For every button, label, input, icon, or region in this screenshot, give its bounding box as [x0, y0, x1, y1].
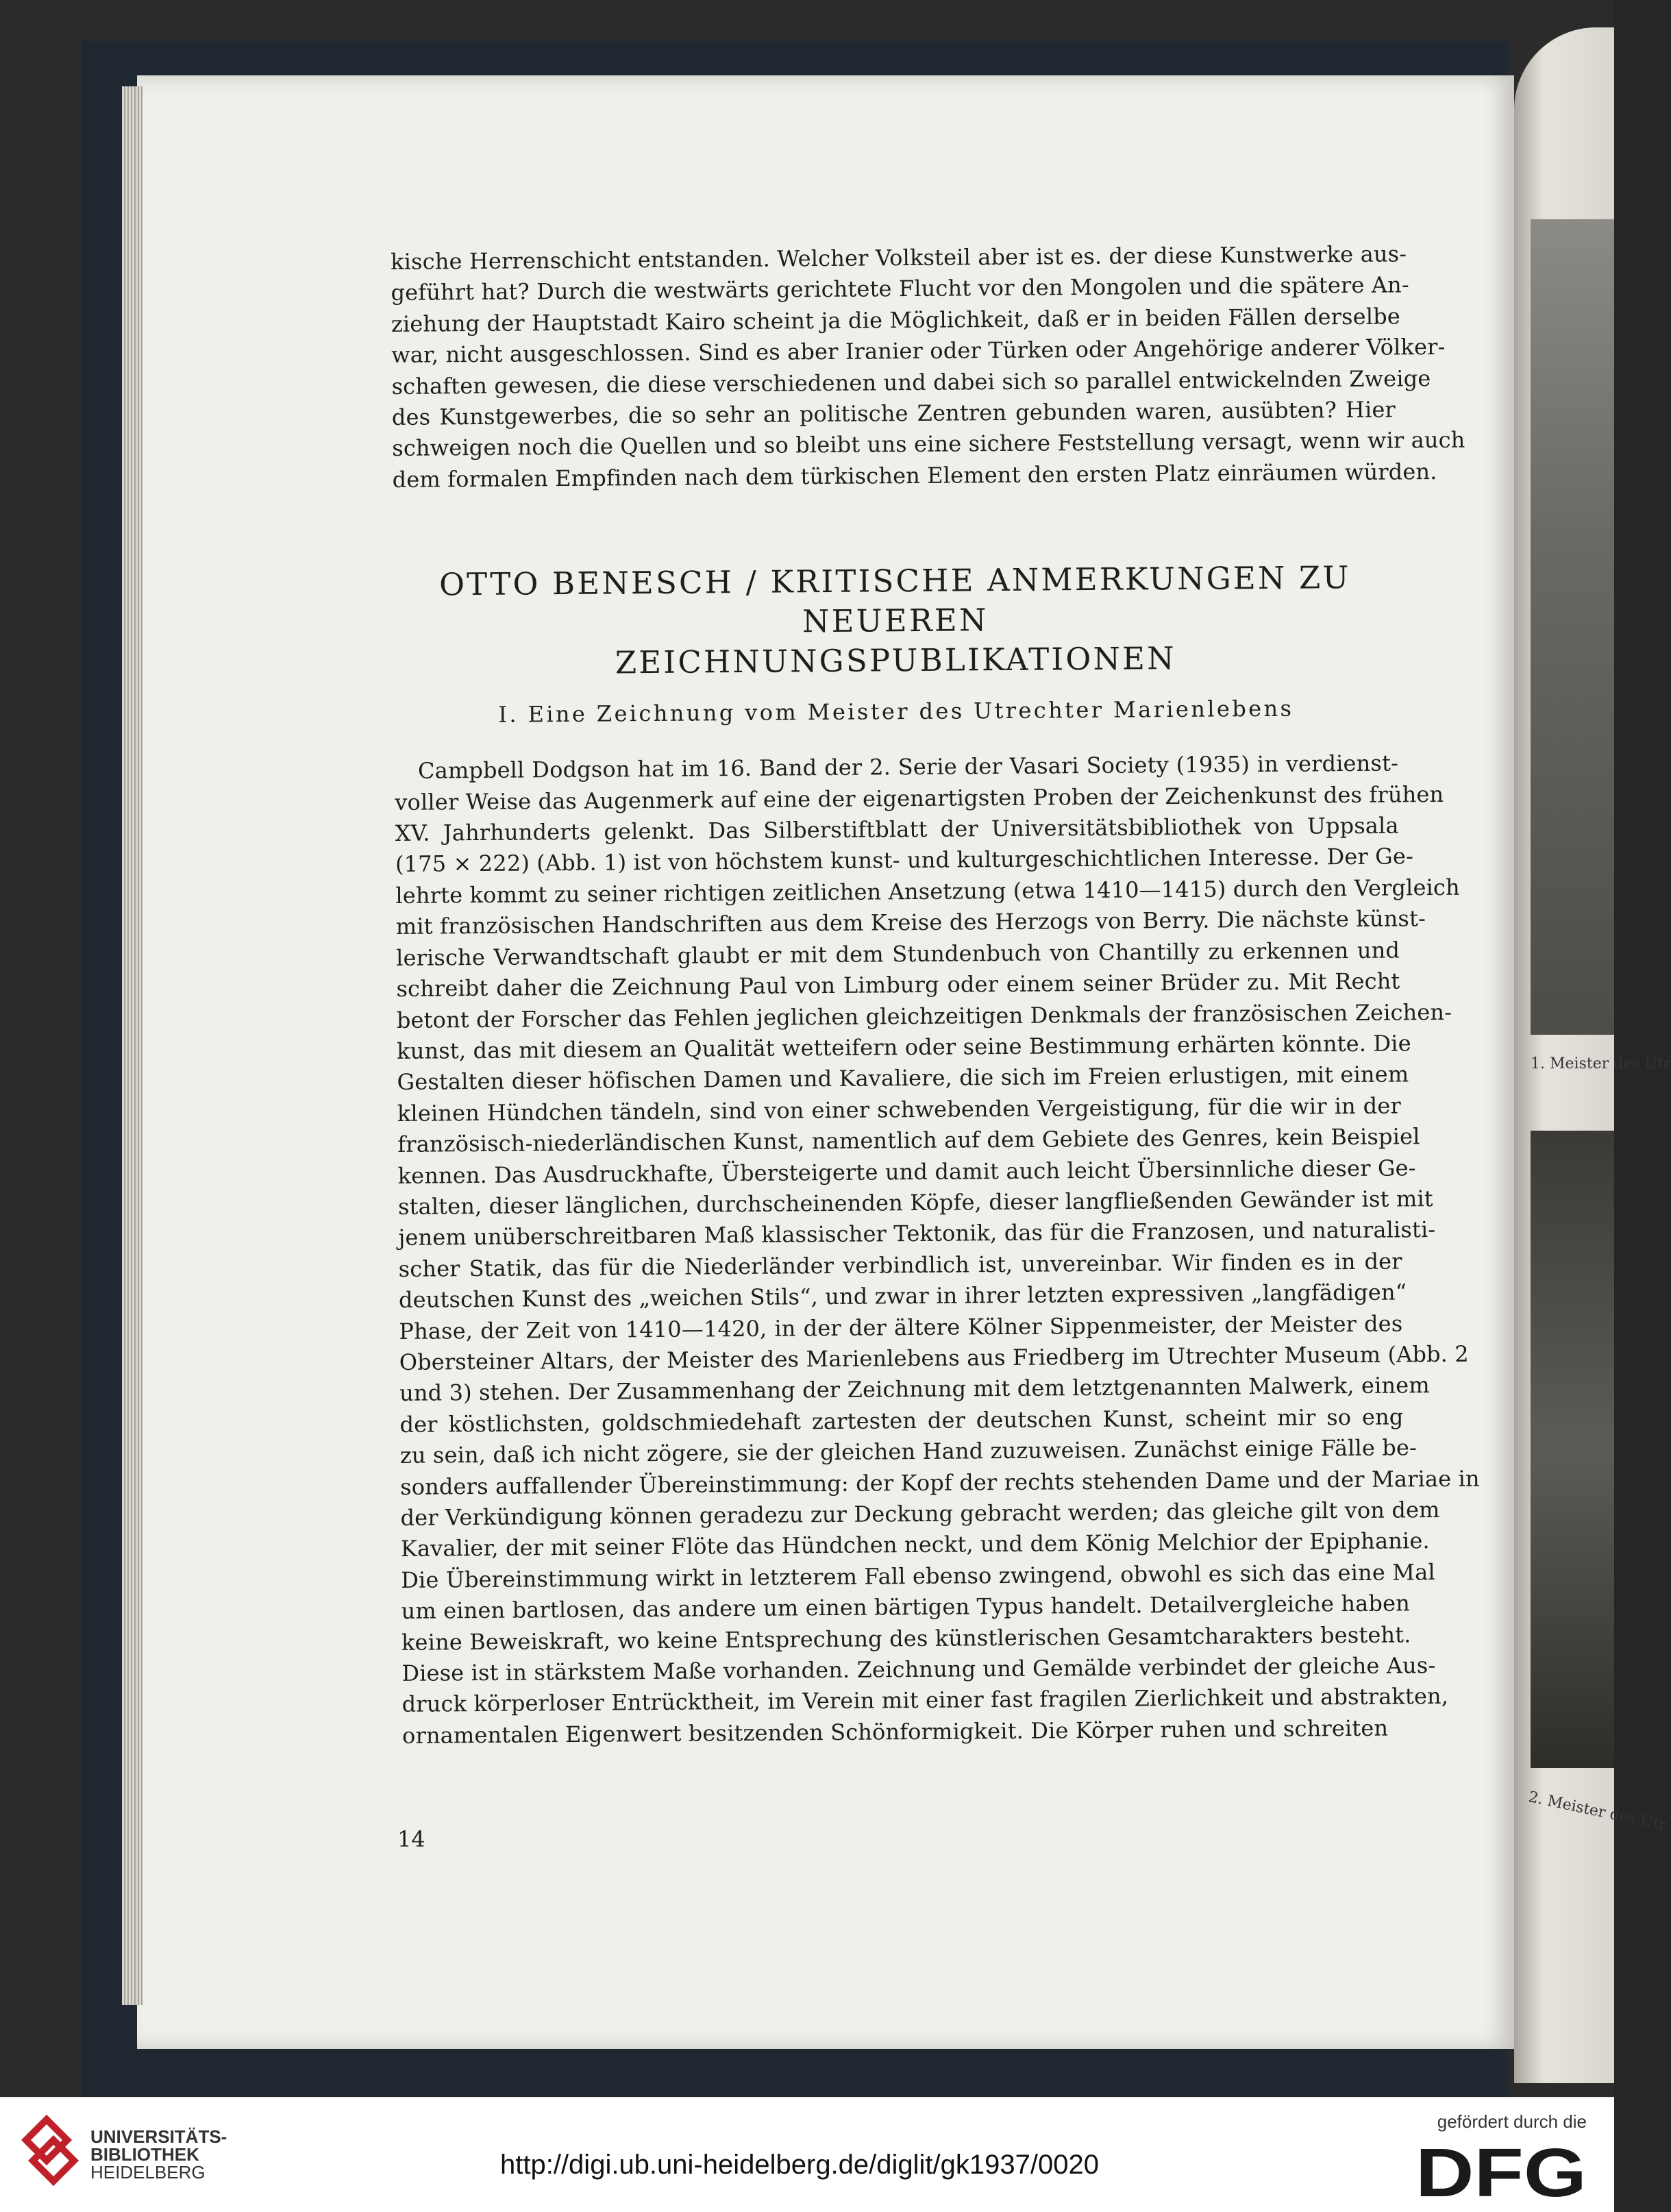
text-line: Die Übereinstimmung wirkt in letzterem Fall ebenso zwingend, obwohl es sich das eine Mal — [401, 1558, 1435, 1593]
text-line: kische Herrenschicht entstanden. Welcher Volksteil aber ist es. der diese Kunstwerke aus- — [391, 241, 1407, 275]
facing-caption-2: 2. Meister des Utr — [1526, 1789, 1668, 1834]
text-line: scher Statik, das für die Niederländer verbindlich ist, unvereinbar. Wir finden es in der — [398, 1248, 1402, 1282]
section-heading: I. Eine Zeichnung vom Meister des Utrechter Marienlebens — [498, 695, 1294, 728]
text-line: keine Beweiskraft, wo keine Entsprechung des künstlerischen Gesamtcharakters besteht. — [401, 1621, 1411, 1656]
text-line: voller Weise das Augenmerk auf eine der eigenartigsten Proben der Zeichenkunst des frühen — [395, 781, 1444, 815]
text-line: lerische Verwandtschaft glaubt er mit dem Stundenbuch von Chantilly zu erkennen und — [396, 937, 1400, 971]
page-stack-edge — [122, 86, 143, 2005]
permalink-url[interactable]: http://digi.ub.uni-heidelberg.de/diglit/gk1937/0020 — [500, 2150, 1099, 2180]
article-title-line-1: OTTO BENESCH / KRITISCHE ANMERKUNGEN ZU NEUEREN — [438, 559, 1351, 640]
library-name-line-1: UNIVERSITÄTS- — [90, 2126, 227, 2147]
library-name-line-3: HEIDELBERG — [90, 2162, 206, 2183]
text-line: sonders auffallender Übereinstimmung: der Kopf der rechts stehenden Dame und der Mariae in — [400, 1465, 1480, 1500]
text-line: um einen bartlosen, das andere um einen bärtigen Typus handelt. Detailvergleiche haben — [401, 1590, 1411, 1625]
text-line: der Verkündigung können geradezu zur Deckung gebracht werden; das gleiche gilt von dem — [400, 1497, 1440, 1531]
paragraph-1 — [391, 238, 1465, 495]
text-line: Gestalten dieser höfischen Damen und Kavaliere, die sich im Freien erlustigen, mit einem — [397, 1061, 1409, 1096]
text-line: betont der Forscher das Fehlen jeglichen gleichzeitigen Denkmals der französischen Zeichen- — [396, 998, 1452, 1033]
facing-caption-1: 1. Meister des Utr — [1531, 1055, 1671, 1072]
text-line: mit französischen Handschriften aus dem Kreise des Herzogs von Berry. Die nächste künst- — [395, 905, 1426, 940]
text-line: französisch-niederländischen Kunst, namentlich auf dem Gebiete des Genres, kein Beispiel — [397, 1123, 1420, 1158]
text-line: Diese ist in stärkstem Maße vorhanden. Zeichnung und Gemälde verbindet der gleiche Aus- — [401, 1652, 1436, 1686]
dfg-logo-text: DFG — [1415, 2135, 1587, 2211]
text-line: kunst, das mit diesem an Qualität wetteifern oder seine Bestimmung erhärten könnte. Die — [397, 1030, 1411, 1064]
text-line: XV. Jahrhunderts gelenkt. Das Silberstiftblatt der Universitätsbibliothek von Uppsala — [395, 812, 1399, 847]
page-number: 14 — [397, 1826, 425, 1852]
text-line: ornamentalen Eigenwert besitzenden Schönformigkeit. Die Körper ruhen und schreiten — [401, 1715, 1389, 1749]
facing-plate-image-2 — [1531, 1131, 1614, 1768]
text-line: schaften gewesen, die diese verschiedenen und dabei sich so parallel entwickelnden Zweige — [391, 365, 1431, 400]
library-name[interactable] — [90, 2128, 227, 2181]
text-line: kennen. Das Ausdruckhafte, Übersteigerte und damit auch leicht Übersinnliche dieser Ge- — [397, 1154, 1416, 1189]
paragraph-2 — [395, 748, 1480, 1752]
dfg-logo-icon[interactable] — [1415, 2135, 1587, 2211]
text-line: schweigen noch die Quellen und so bleibt uns eine sichere Feststellung versagt, wenn wir auch — [392, 427, 1465, 462]
text-block — [391, 238, 1480, 1752]
article-title-line-2: ZEICHNUNGSPUBLIKATIONEN — [615, 640, 1176, 681]
text-line: geführt hat? Durch die westwärts gerichtete Flucht vor den Mongolen und die spätere An- — [391, 271, 1409, 306]
text-line: Obersteiner Altars, der Meister des Marienlebens aus Friedberg im Utrechter Museum (Abb. 2 — [399, 1340, 1469, 1375]
text-line: und 3) stehen. Der Zusammenhang der Zeichnung mit dem letztgenannten Malwerk, einem — [399, 1372, 1430, 1407]
footer-bar — [0, 2097, 1614, 2212]
text-line: Campbell Dodgson hat im 16. Band der 2. Serie der Vasari Society (1935) in verdienst- — [417, 750, 1399, 784]
text-line: (175 × 222) (Abb. 1) ist von höchstem kunst- und kulturgeschichtlichen Interesse. Der Ge- — [395, 843, 1414, 878]
text-line: lehrte kommt zu seiner richtigen zeitlichen Ansetzung (etwa 1410—1415) durch den Vergleich — [395, 874, 1460, 909]
text-line: dem formalen Empfinden nach dem türkischen Element den ersten Platz einräumen würden. — [392, 458, 1437, 493]
text-line: deutschen Kunst des „weichen Stils“, und zwar in ihrer letzten expressiven „langfädigen“ — [398, 1279, 1407, 1314]
ub-heidelberg-logo-icon[interactable] — [19, 2113, 81, 2195]
text-line: des Kunstgewerbes, die so sehr an politische Zentren gebunden waren, ausübten? Hier — [391, 396, 1396, 431]
funded-by-label: gefördert durch die — [1437, 2111, 1587, 2132]
text-line: kleinen Hündchen tändeln, sind von einer schwebenden Vergeistigung, für die wir in der — [397, 1092, 1402, 1127]
text-line: der köstlichsten, goldschmiedehaft zartesten der deutschen Kunst, scheint mir so eng — [399, 1403, 1404, 1438]
facing-page — [1514, 27, 1671, 2083]
text-line: stalten, dieser länglichen, durchscheinenden Köpfe, dieser langfließenden Gewänder ist mit — [397, 1185, 1433, 1220]
facing-plate-image-1 — [1531, 219, 1614, 1035]
text-line: Phase, der Zeit von 1410—1420, in der der ältere Kölner Sippenmeister, der Meister des — [399, 1310, 1403, 1344]
library-name-line-2: BIBLIOTHEK — [90, 2144, 199, 2165]
text-line: ziehung der Hauptstadt Kairo scheint ja die Möglichkeit, daß er in beiden Fällen derselbe — [391, 303, 1400, 337]
text-line: schreibt daher die Zeichnung Paul von Limburg oder einem seiner Brüder zu. Mit Recht — [396, 968, 1400, 1003]
text-line: jenem unüberschreitbaren Maß klassischer Tektonik, das für die Franzosen, und naturalisti- — [398, 1216, 1436, 1251]
text-line: druck körperloser Entrücktheit, im Verein mit einer fast fragilen Zierlichkeit und abstrakten, — [401, 1683, 1449, 1718]
text-line: war, nicht ausgeschlossen. Sind es aber Iranier oder Türken oder Angehörige anderer Völker- — [391, 334, 1446, 369]
text-line: Kavalier, der mit seiner Flöte das Hündchen neckt, und dem König Melchior der Epiphanie. — [400, 1527, 1430, 1562]
article-title — [393, 558, 1398, 685]
text-line: zu sein, daß ich nicht zögere, sie der gleichen Hand zuzuweisen. Zunächst einige Fälle be- — [399, 1434, 1418, 1469]
